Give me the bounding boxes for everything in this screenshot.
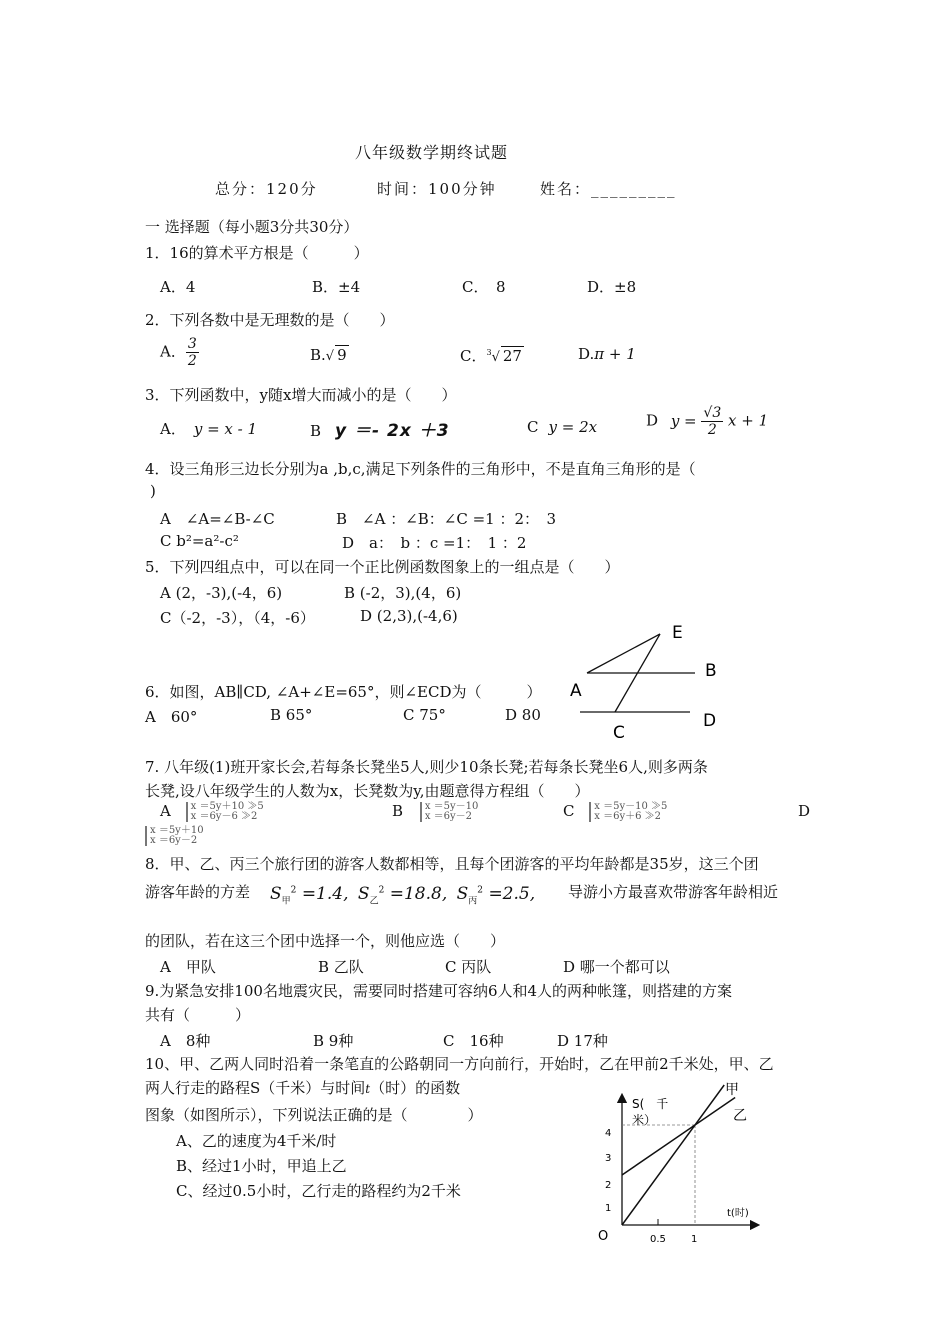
q7-option-c: C x ＝5y－10 ≫5 x ＝6y＋6 ≫2 <box>563 801 668 822</box>
q8-option-a: A 甲队 <box>160 958 216 976</box>
q2-option-c: C．$^3$√ 27 <box>460 347 522 365</box>
q8-option-b: B 乙队 <box>318 958 364 976</box>
y-axis-label: S( 千 <box>632 1097 669 1111</box>
q7-option-d-label: D <box>798 802 811 820</box>
q6-option-c: C 75° <box>403 706 446 724</box>
label-d: D <box>703 711 717 731</box>
q1-option-d: D．±8 <box>587 278 637 296</box>
q5-option-b: B (-2，3),(4，6) <box>344 584 462 602</box>
q3-option-c: C y = 2x <box>527 418 598 436</box>
q9-option-d: D 17种 <box>557 1032 608 1050</box>
q2-option-b: B.√ 9 <box>310 346 347 364</box>
q4-option-b: B ∠A ：∠B：∠C =1 ：2： 3 <box>336 510 557 528</box>
legend-jia: 甲 <box>725 1082 739 1098</box>
q9-stem-cont: 共有（ ） <box>145 1006 251 1024</box>
x-tick-label-1: 1 <box>691 1234 698 1245</box>
q7-option-b: B x ＝5y－10 x ＝6y－2 <box>392 801 479 822</box>
q10-option-b: B、经过1小时，甲追上乙 <box>176 1157 347 1175</box>
page-title: 八年级数学期终试题 <box>355 143 509 162</box>
q3-option-a: A． y = x - 1 <box>160 420 258 438</box>
student-name-field: 姓名：_________ <box>540 180 677 198</box>
q6-option-a: A 60° <box>145 708 198 726</box>
q4-option-c: C b²=a²-c² <box>160 532 239 550</box>
y-tick-3: 3 <box>605 1153 612 1164</box>
q8-option-d: D 哪一个都可以 <box>563 958 670 976</box>
q6-option-d: D 80 <box>505 706 541 724</box>
q8-stem-c: 的团队，若在这三个团中选择一个，则他应选（ ） <box>145 932 506 950</box>
q3-option-b: B y ＝- 2x ＋3 <box>310 421 450 441</box>
q7-stem: 7. 八年级(1)班开家长会,若每条长凳坐5人,则少10条长凳;若每条长凳坐6人,则多两条 <box>145 758 708 776</box>
q10-option-c: C、经过0.5小时，乙行走的路程约为2千米 <box>176 1182 461 1200</box>
q1-option-a: A．4 <box>160 278 196 296</box>
q3-option-d: D y = $\frac{√3}{2}$ x + 1 <box>646 405 769 438</box>
label-b: B <box>705 661 717 681</box>
q10-stem-cont2: 图象（如图所示），下列说法正确的是（ ） <box>145 1106 483 1124</box>
q10-stem-cont: 两人行走的路程S（千米）与时间t（时）的函数 <box>145 1079 461 1097</box>
y-axis-label-2: 米） <box>632 1113 657 1127</box>
q4-option-a: A ∠A=∠B-∠C <box>160 510 275 528</box>
q4-stem-cont: ) <box>150 482 156 500</box>
q8-stem-b: 导游小方最喜欢带游客年龄相近 <box>568 883 779 901</box>
q5-option-c: C（-2，-3），（4，-6） <box>160 609 315 627</box>
q9-option-a: A 8种 <box>160 1032 211 1050</box>
q7-stem-cont: 长凳,设八年级学生的人数为x，长凳数为y,由题意得方程组（ ） <box>145 782 590 800</box>
parallel-lines-figure <box>565 618 725 743</box>
q9-option-c: C 16种 <box>443 1032 504 1050</box>
q9-stem: 9.为紧急安排100名地震灾民，需要同时搭建可容纳6人和4人的两种帐篷，则搭建的方案 <box>145 982 733 1000</box>
q6-stem: 6．如图，AB∥CD, ∠A+∠E=65°，则∠ECD为（ ） <box>145 683 542 701</box>
q2-option-d: D.π + 1 <box>578 345 636 363</box>
q10-option-a: A、乙的速度为4千米/时 <box>176 1132 337 1150</box>
y-tick-2: 2 <box>605 1180 612 1191</box>
q8-variances: $S_甲^2 =1.4$, $S_乙^2 =18.8$, $S_丙^2 =2.5$, <box>270 884 536 907</box>
q5-option-a: A (2，-3),(-4，6) <box>160 584 283 602</box>
legend-yi: 乙 <box>733 1108 747 1124</box>
x-tick-label-0.5: 0.5 <box>650 1234 666 1245</box>
q4-option-d: D a： b ：c =1： 1 ：2 <box>342 534 527 552</box>
y-tick-1: 1 <box>605 1203 612 1214</box>
q5-stem: 5．下列四组点中，可以在同一个正比例函数图象上的一组点是（ ） <box>145 558 620 576</box>
q8-stem-a: 游客年龄的方差 <box>145 883 251 901</box>
q8-stem: 8．甲、乙、丙三个旅行团的游客人数都相等，且每个团游客的平均年龄都是35岁，这三个团 <box>145 855 759 873</box>
q2-stem: 2．下列各数中是无理数的是（ ） <box>145 311 395 329</box>
q1-option-b: B．±4 <box>312 278 361 296</box>
label-c: C <box>613 723 625 743</box>
q4-stem: 4．设三角形三边长分别为a ,b,c,满足下列条件的三角形中，不是直角三角形的是（ <box>145 460 696 478</box>
exam-time: 时间：100分钟 <box>377 180 497 198</box>
q1-option-c: C． 8 <box>462 278 506 296</box>
q3-stem: 3．下列函数中，y随x增大而减小的是（ ） <box>145 386 457 404</box>
q2-option-a: A． $\frac{3}{2}$ <box>160 336 197 369</box>
x-axis-label: t(时) <box>727 1208 749 1219</box>
label-a: A <box>570 681 582 701</box>
q5-option-d: D (2,3),(-4,6) <box>360 607 458 625</box>
q7-option-a: A x ＝5y＋10 ≫5 x ＝6y－6 ≫2 <box>160 801 264 822</box>
total-score: 总分：120分 <box>215 180 318 198</box>
origin-label: O <box>598 1229 609 1244</box>
q9-option-b: B 9种 <box>313 1032 354 1050</box>
q7-option-d: x ＝5y＋10 x ＝6y－2 <box>145 826 204 846</box>
q8-option-c: C 丙队 <box>445 958 492 976</box>
y-tick-4: 4 <box>605 1128 612 1139</box>
q10-stem: 10、甲、乙两人同时沿着一条笔直的公路朝同一方向前行，开始时，乙在甲前2千米处，甲、乙 <box>145 1055 774 1073</box>
q1-stem: 1．16的算术平方根是（ ） <box>145 244 369 262</box>
label-e: E <box>672 623 683 643</box>
section-heading: 一 选择题（每小题3分共30分） <box>145 218 359 236</box>
distance-time-graph <box>590 1078 770 1248</box>
q6-option-b: B 65° <box>270 706 313 724</box>
